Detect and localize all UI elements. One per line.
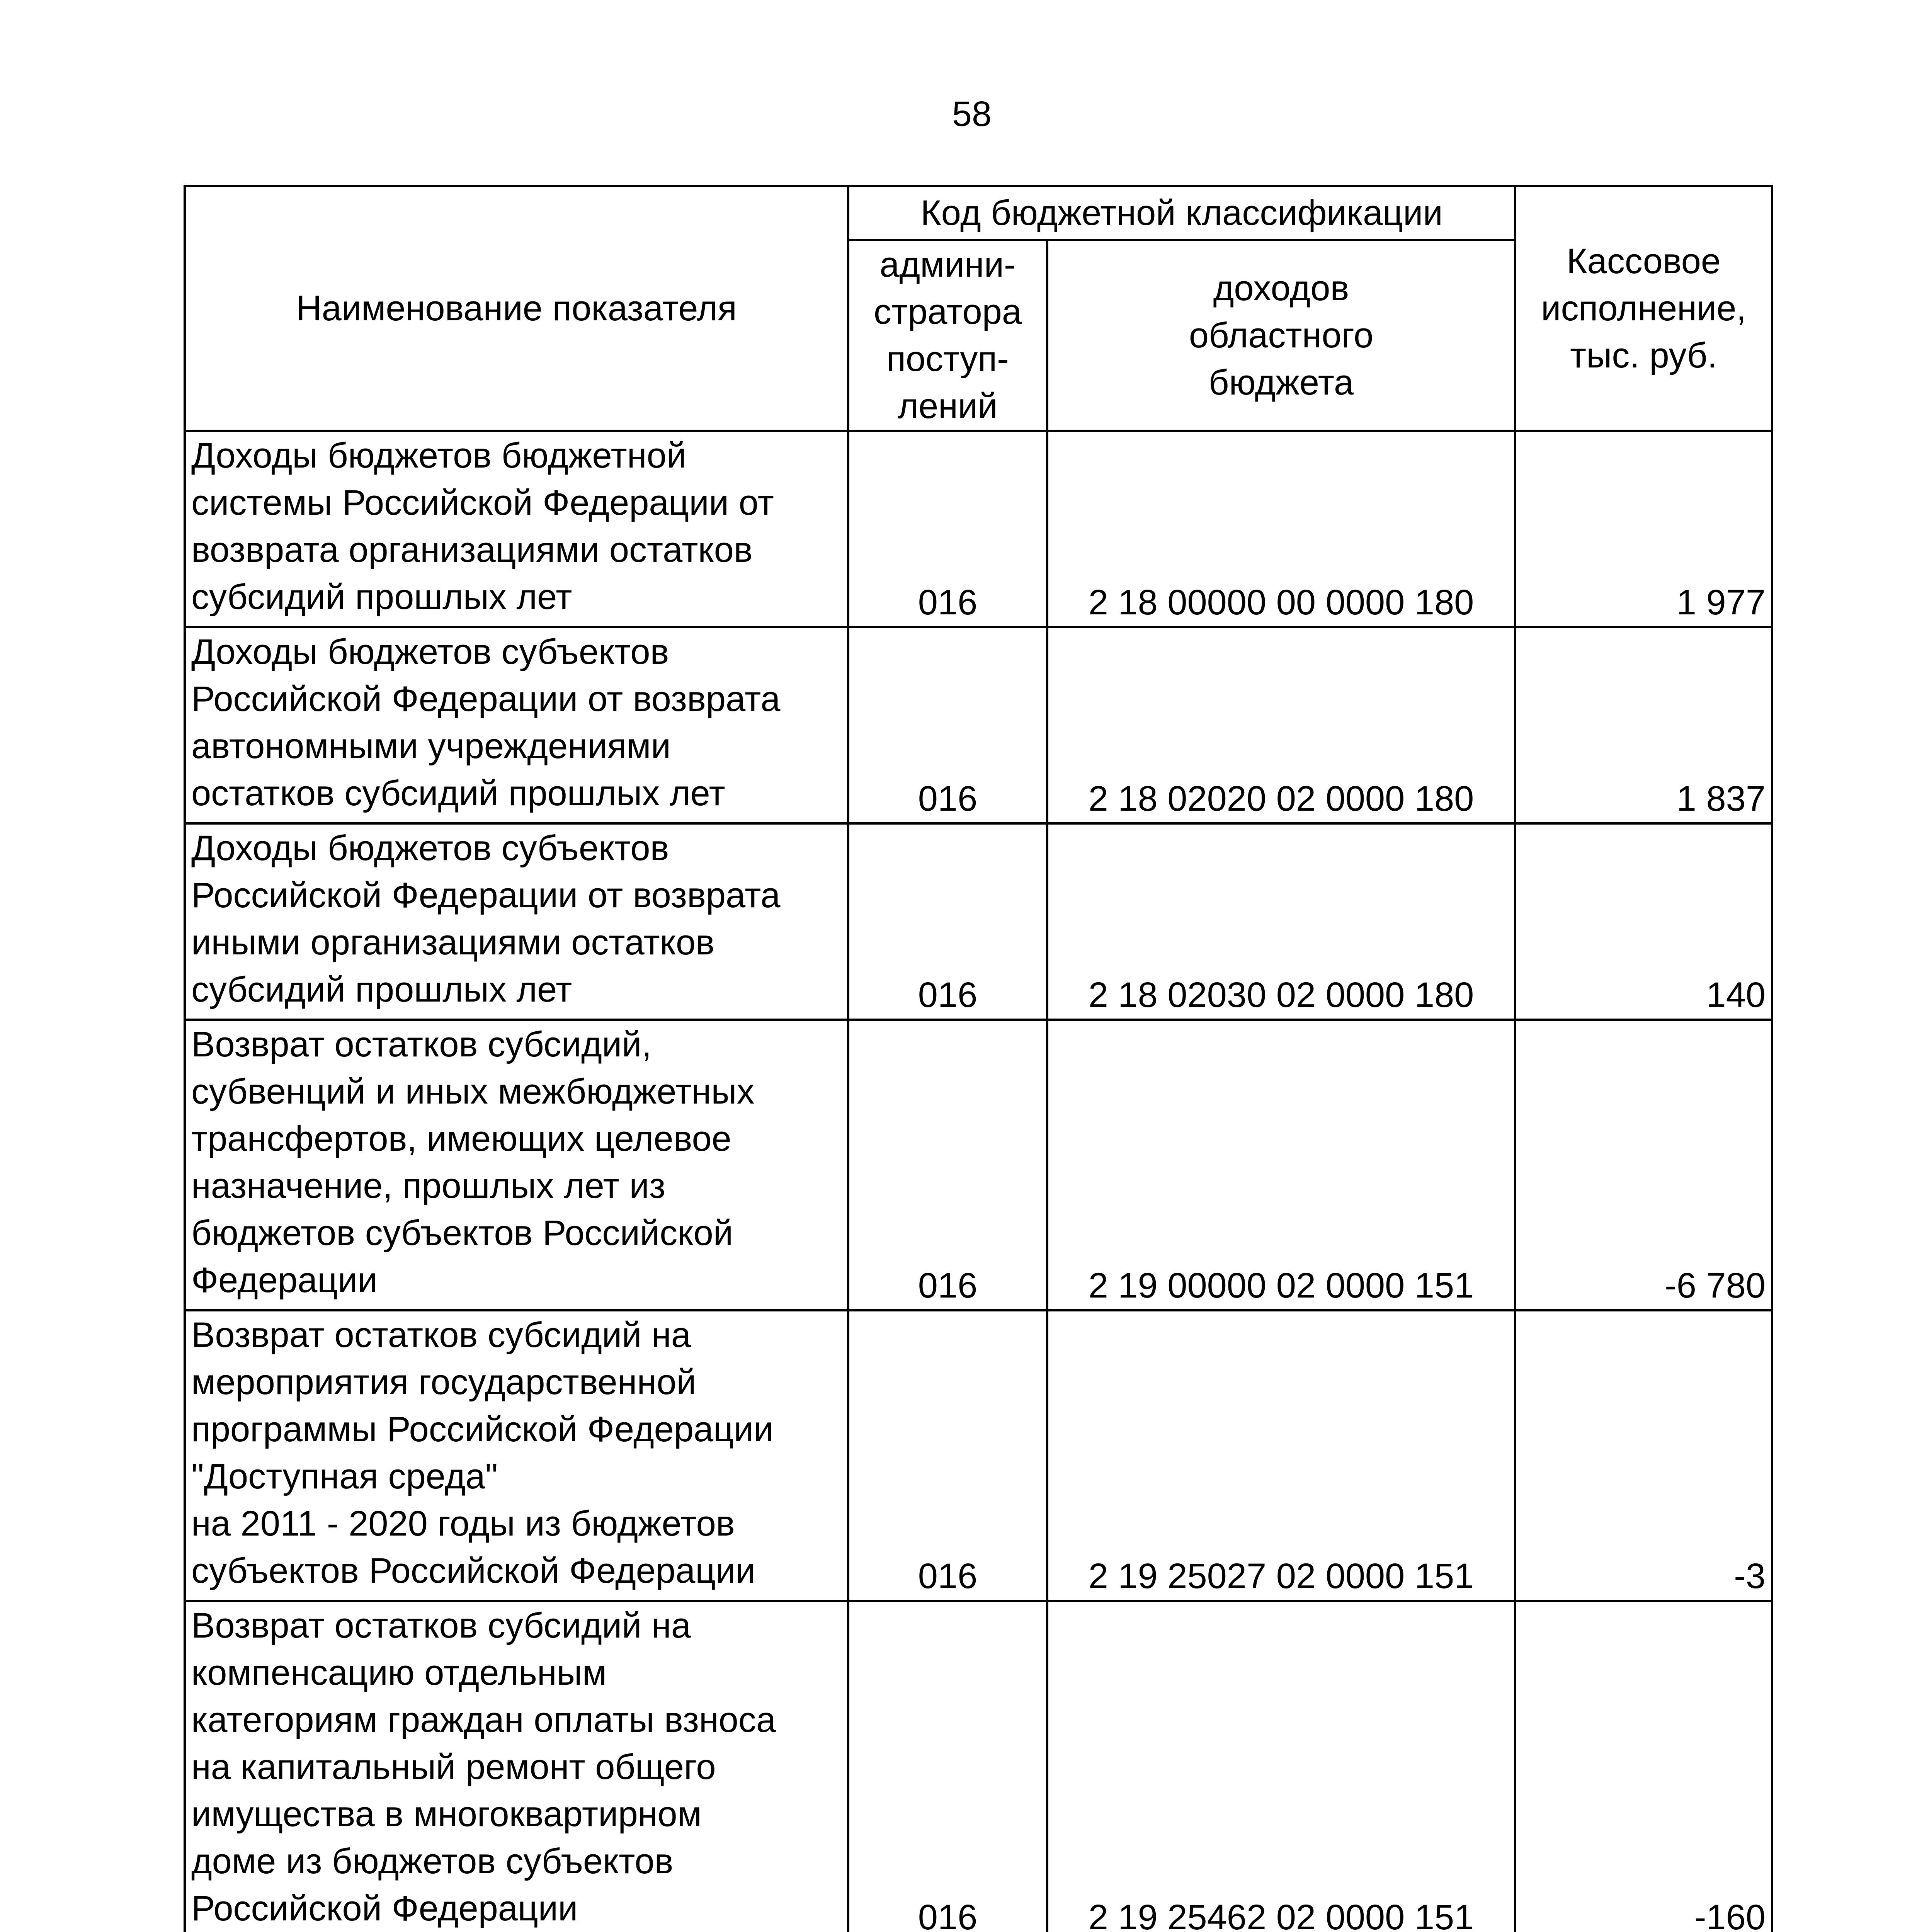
row-income-code: 2 18 02020 02 0000 180	[1047, 627, 1515, 823]
row-administrator-code: 016	[848, 627, 1047, 823]
row-cash-amount: -160	[1515, 1601, 1772, 1932]
row-administrator-code: 016	[848, 1310, 1047, 1601]
table-row	[185, 1601, 1772, 1932]
row-administrator-code: 016	[848, 1020, 1047, 1310]
header-administrator: админи- стратора поступ- лений	[848, 240, 1047, 431]
row-administrator-code: 016	[848, 823, 1047, 1020]
budget-table	[184, 185, 1773, 1932]
table-row	[185, 1310, 1772, 1601]
page-number: 58	[952, 94, 992, 134]
row-administrator-code: 016	[848, 1601, 1047, 1932]
header-cash-execution: Кассовое исполнение, тыс. руб.	[1515, 186, 1772, 431]
row-cash-amount: 1 977	[1515, 431, 1772, 627]
table-header	[185, 186, 1772, 431]
row-indicator-name: Возврат остатков субсидий на компенсацию отдельным категориям граждан оплаты взноса на капитальный ремонт общего имущества в многоквартирном доме из бюджетов субъектов Российской Федерации	[185, 1601, 848, 1932]
row-cash-amount: -6 780	[1515, 1020, 1772, 1310]
header-indicator-name: Наименование показателя	[185, 186, 848, 431]
row-indicator-name: Возврат остатков субсидий, субвенций и иных межбюджетных трансфертов, имеющих целевое назначение, прошлых лет из бюджетов субъектов Российской Федерации	[185, 1020, 848, 1310]
row-income-code: 2 19 25462 02 0000 151	[1047, 1601, 1515, 1932]
table-row	[185, 1020, 1772, 1310]
row-income-code: 2 18 00000 00 0000 180	[1047, 431, 1515, 627]
row-indicator-name: Доходы бюджетов субъектов Российской Федерации от возврата автономными учреждениями остатков субсидий прошлых лет	[185, 627, 848, 823]
row-cash-amount: -3	[1515, 1310, 1772, 1601]
table-row	[185, 627, 1772, 823]
header-regional-income: доходов областного бюджета	[1047, 240, 1515, 431]
row-cash-amount: 140	[1515, 823, 1772, 1020]
table-body	[185, 431, 1772, 1932]
row-indicator-name: Доходы бюджетов субъектов Российской Федерации от возврата иными организациями остатков субсидий прошлых лет	[185, 823, 848, 1020]
row-indicator-name: Возврат остатков субсидий на мероприятия государственной программы Российской Федерации "Доступная среда" на 2011 - 2020 годы из бюджетов субъектов Российской Федерации	[185, 1310, 848, 1601]
row-indicator-name: Доходы бюджетов бюджетной системы Российской Федерации от возврата организациями остатков субсидий прошлых лет	[185, 431, 848, 627]
row-income-code: 2 19 25027 02 0000 151	[1047, 1310, 1515, 1601]
row-income-code: 2 18 02030 02 0000 180	[1047, 823, 1515, 1020]
header-classification-code: Код бюджетной классификации	[848, 186, 1515, 240]
table-row	[185, 823, 1772, 1020]
row-cash-amount: 1 837	[1515, 627, 1772, 823]
row-income-code: 2 19 00000 02 0000 151	[1047, 1020, 1515, 1310]
row-administrator-code: 016	[848, 431, 1047, 627]
table-row	[185, 431, 1772, 627]
